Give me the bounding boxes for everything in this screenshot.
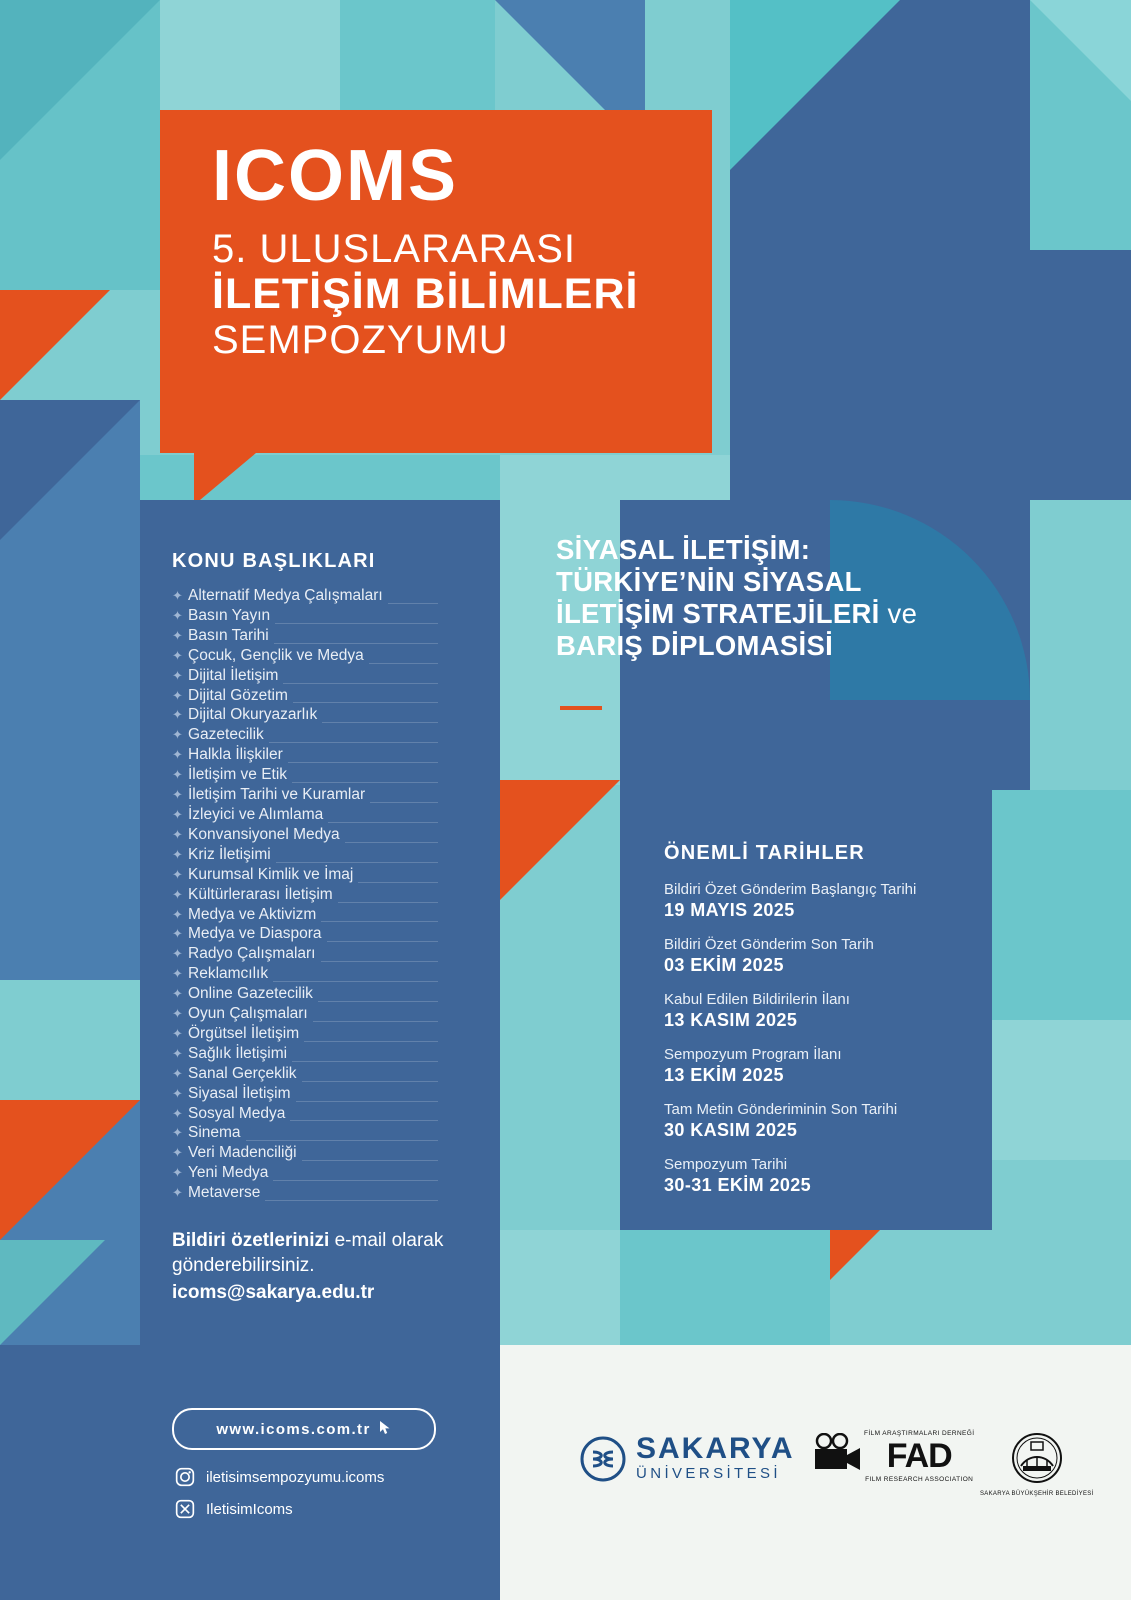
title-bubble-tail xyxy=(194,453,256,505)
topic-label: Veri Madenciliği xyxy=(188,1144,302,1161)
topic-label: İletişim Tarihi ve Kuramlar xyxy=(188,786,370,803)
date-label: Kabul Edilen Bildirilerin İlanı xyxy=(664,991,850,1008)
topic-item xyxy=(172,626,434,646)
headline-line-2: TÜRKİYE’NİN SİYASAL xyxy=(556,566,862,597)
bullet-icon: ✦ xyxy=(172,986,183,1002)
topic-item xyxy=(172,1084,434,1104)
bullet-icon: ✦ xyxy=(172,926,183,942)
topic-item xyxy=(172,686,434,706)
bullet-icon: ✦ xyxy=(172,687,183,703)
sakarya-logo-text xyxy=(636,1434,794,1484)
fad-sub-text: FILM RESEARCH ASSOCIATION xyxy=(865,1476,974,1483)
topic-label: Sosyal Medya xyxy=(188,1105,290,1122)
topic-label: Gazetecilik xyxy=(188,726,269,743)
topic-label: Medya ve Diaspora xyxy=(188,925,327,942)
bullet-icon: ✦ xyxy=(172,946,183,962)
topic-label: Çocuk, Gençlik ve Medya xyxy=(188,647,369,664)
dates-heading: ÖNEMLİ TARİHLER xyxy=(664,842,865,864)
date-item xyxy=(664,935,964,977)
topic-label: İletişim ve Etik xyxy=(188,766,292,783)
bullet-icon: ✦ xyxy=(172,1006,183,1022)
topic-label: Online Gazetecilik xyxy=(188,985,318,1002)
topic-item xyxy=(172,606,434,626)
bg-block xyxy=(992,1020,1131,1080)
submission-bold: Bildiri özetlerinizi xyxy=(172,1230,330,1251)
bullet-icon: ✦ xyxy=(172,1045,183,1061)
cursor-icon xyxy=(379,1420,392,1439)
topic-label: Örgütsel İletişim xyxy=(188,1025,304,1042)
bullet-icon: ✦ xyxy=(172,1065,183,1081)
date-item xyxy=(664,1045,964,1087)
topic-label: Halkla İlişkiler xyxy=(188,746,288,763)
date-label: Bildiri Özet Gönderim Son Tarih xyxy=(664,936,874,953)
date-label: Sempozyum Tarihi xyxy=(664,1156,788,1173)
topic-item xyxy=(172,1123,434,1143)
topic-label: Alternatif Medya Çalışmaları xyxy=(188,587,388,604)
bg-triangle xyxy=(0,1240,105,1345)
bullet-icon: ✦ xyxy=(172,747,183,763)
topic-label: Yeni Medya xyxy=(188,1164,273,1181)
twitter-link[interactable] xyxy=(174,1498,384,1520)
topic-label: Kurumsal Kimlik ve İmaj xyxy=(188,866,358,883)
topic-label: Radyo Çalışmaları xyxy=(188,945,321,962)
topic-item xyxy=(172,785,434,805)
title-line-3: SEMPOZYUMU xyxy=(212,318,509,363)
date-value: 03 EKİM 2025 xyxy=(664,955,784,975)
instagram-icon xyxy=(174,1466,196,1488)
title-line-2: İLETİŞİM BİLİMLERİ xyxy=(212,270,639,318)
x-twitter-icon xyxy=(174,1498,196,1520)
logo-row xyxy=(560,1428,1100,1518)
date-label: Sempozyum Program İlanı xyxy=(664,1046,842,1063)
topic-label: Dijital Gözetim xyxy=(188,687,293,704)
topic-label: Dijital Okuryazarlık xyxy=(188,706,322,723)
bullet-icon: ✦ xyxy=(172,1165,183,1181)
bullet-icon: ✦ xyxy=(172,866,183,882)
website-label: www.icoms.com.tr xyxy=(216,1420,371,1438)
topic-item xyxy=(172,745,434,765)
topic-item xyxy=(172,825,434,845)
topic-label: Kültürlerarası İletişim xyxy=(188,886,338,903)
topic-label: Siyasal İletişim xyxy=(188,1085,296,1102)
topic-label: Basın Tarihi xyxy=(188,627,274,644)
topic-label: Reklamcılık xyxy=(188,965,273,982)
topic-label: Medya ve Aktivizm xyxy=(188,906,321,923)
topic-item xyxy=(172,865,434,885)
date-value: 19 MAYIS 2025 xyxy=(664,900,795,920)
topic-item xyxy=(172,1143,434,1163)
theme-headline xyxy=(556,534,986,662)
bullet-icon: ✦ xyxy=(172,707,183,723)
fad-logo xyxy=(810,1430,974,1483)
headline-line-1: SİYASAL İLETİŞİM: xyxy=(556,534,811,565)
bullet-icon: ✦ xyxy=(172,727,183,743)
date-label: Tam Metin Gönderiminin Son Tarihi xyxy=(664,1101,898,1118)
topic-item xyxy=(172,1004,434,1024)
bg-block xyxy=(160,0,340,110)
topic-item xyxy=(172,984,434,1004)
topic-item xyxy=(172,586,434,606)
bg-triangle xyxy=(0,0,160,160)
date-label: Bildiri Özet Gönderim Başlangıç Tarihi xyxy=(664,881,917,898)
topic-item xyxy=(172,705,434,725)
date-value: 30 KASIM 2025 xyxy=(664,1120,798,1140)
film-camera-icon xyxy=(810,1433,862,1480)
date-item xyxy=(664,1100,964,1142)
topic-label: Metaverse xyxy=(188,1184,265,1201)
bullet-icon: ✦ xyxy=(172,1025,183,1041)
topic-label: Dijital İletişim xyxy=(188,667,283,684)
headline-line-4: BARIŞ DİPLOMASİSİ xyxy=(556,630,834,661)
sakarya-logo-bottom: ÜNİVERSİTESİ xyxy=(636,1465,781,1482)
bg-block xyxy=(992,790,1131,1020)
headline-underline xyxy=(560,706,602,710)
bg-triangle xyxy=(1030,0,1131,101)
bullet-icon: ✦ xyxy=(172,1105,183,1121)
topic-item xyxy=(172,1163,434,1183)
topic-label: Sanal Gerçeklik xyxy=(188,1065,302,1082)
bullet-icon: ✦ xyxy=(172,647,183,663)
instagram-link[interactable] xyxy=(174,1466,384,1488)
topic-label: Basın Yayın xyxy=(188,607,275,624)
bullet-icon: ✦ xyxy=(172,767,183,783)
bullet-icon: ✦ xyxy=(172,1185,183,1201)
topics-heading: KONU BAŞLIKLARI xyxy=(172,550,376,572)
brand-title: ICOMS xyxy=(212,136,459,216)
submission-email[interactable]: icoms@sakarya.edu.tr xyxy=(172,1282,375,1303)
sakarya-emblem-icon xyxy=(580,1436,626,1482)
dates-list xyxy=(664,880,964,1210)
sakarya-municipality-logo xyxy=(980,1432,1094,1497)
bg-block xyxy=(0,980,140,1100)
date-value: 13 KASIM 2025 xyxy=(664,1010,798,1030)
bullet-icon: ✦ xyxy=(172,826,183,842)
submission-rest: e-mail olarak gönderebilirsiniz. xyxy=(172,1230,444,1276)
topic-item xyxy=(172,944,434,964)
date-item xyxy=(664,990,964,1032)
topic-item xyxy=(172,924,434,944)
bg-block xyxy=(500,1230,620,1345)
date-item xyxy=(664,880,964,922)
municipality-emblem-icon xyxy=(1011,1471,1063,1488)
topic-label: Konvansiyonel Medya xyxy=(188,826,345,843)
topic-item xyxy=(172,765,434,785)
bg-block xyxy=(1030,250,1131,500)
headline-line-3b: ve xyxy=(879,598,918,629)
bullet-icon: ✦ xyxy=(172,607,183,623)
bullet-icon: ✦ xyxy=(172,966,183,982)
topic-label: Sağlık İletişimi xyxy=(188,1045,292,1062)
social-links xyxy=(174,1466,384,1530)
topic-item xyxy=(172,725,434,745)
bullet-icon: ✦ xyxy=(172,787,183,803)
bullet-icon: ✦ xyxy=(172,667,183,683)
sakarya-university-logo xyxy=(580,1434,794,1484)
bullet-icon: ✦ xyxy=(172,846,183,862)
topics-list xyxy=(172,586,434,1203)
headline-line-3a: İLETİŞİM STRATEJİLERİ xyxy=(556,598,880,629)
topic-item xyxy=(172,905,434,925)
municipality-label: SAKARYA BÜYÜKŞEHİR BELEDİYESİ xyxy=(980,1491,1094,1497)
topic-item xyxy=(172,964,434,984)
date-value: 30-31 EKİM 2025 xyxy=(664,1175,812,1195)
bg-block xyxy=(1030,500,1131,800)
bg-triangle xyxy=(500,780,620,900)
fad-top-text: FİLM ARAŞTIRMALARI DERNEĞİ xyxy=(864,1430,975,1437)
sakarya-logo-top: SAKARYA xyxy=(636,1432,795,1465)
twitter-handle: IletisimIcoms xyxy=(206,1500,293,1518)
bg-triangle xyxy=(730,0,900,170)
bullet-icon: ✦ xyxy=(172,627,183,643)
bullet-icon: ✦ xyxy=(172,806,183,822)
topic-item xyxy=(172,885,434,905)
topic-item xyxy=(172,1104,434,1124)
date-value: 13 EKİM 2025 xyxy=(664,1065,784,1085)
bullet-icon: ✦ xyxy=(172,906,183,922)
topic-item xyxy=(172,646,434,666)
fad-main-text: FAD xyxy=(886,1437,952,1475)
topic-item xyxy=(172,1064,434,1084)
instagram-handle: iletisimsempozyumu.icoms xyxy=(206,1468,385,1486)
date-item xyxy=(664,1155,964,1197)
topic-label: İzleyici ve Alımlama xyxy=(188,806,328,823)
topic-item xyxy=(172,1044,434,1064)
topic-item xyxy=(172,1024,434,1044)
topic-label: Sinema xyxy=(188,1124,246,1141)
bg-triangle xyxy=(0,400,140,540)
topic-item xyxy=(172,1183,434,1203)
bullet-icon: ✦ xyxy=(172,886,183,902)
title-line-1: 5. ULUSLARARASI xyxy=(212,227,577,271)
topic-item xyxy=(172,845,434,865)
bullet-icon: ✦ xyxy=(172,588,183,603)
bg-block xyxy=(340,0,495,110)
bullet-icon: ✦ xyxy=(172,1145,183,1161)
bg-triangle xyxy=(0,290,110,400)
submission-note xyxy=(172,1228,472,1305)
bg-triangle xyxy=(0,1100,140,1240)
bullet-icon: ✦ xyxy=(172,1125,183,1141)
bullet-icon: ✦ xyxy=(172,1085,183,1101)
bg-block xyxy=(620,1230,830,1345)
bg-block xyxy=(645,0,730,110)
website-button[interactable] xyxy=(172,1408,436,1450)
topic-item xyxy=(172,805,434,825)
topic-item xyxy=(172,666,434,686)
page-title xyxy=(212,136,639,363)
topic-label: Kriz İletişimi xyxy=(188,846,276,863)
topic-label: Oyun Çalışmaları xyxy=(188,1005,313,1022)
